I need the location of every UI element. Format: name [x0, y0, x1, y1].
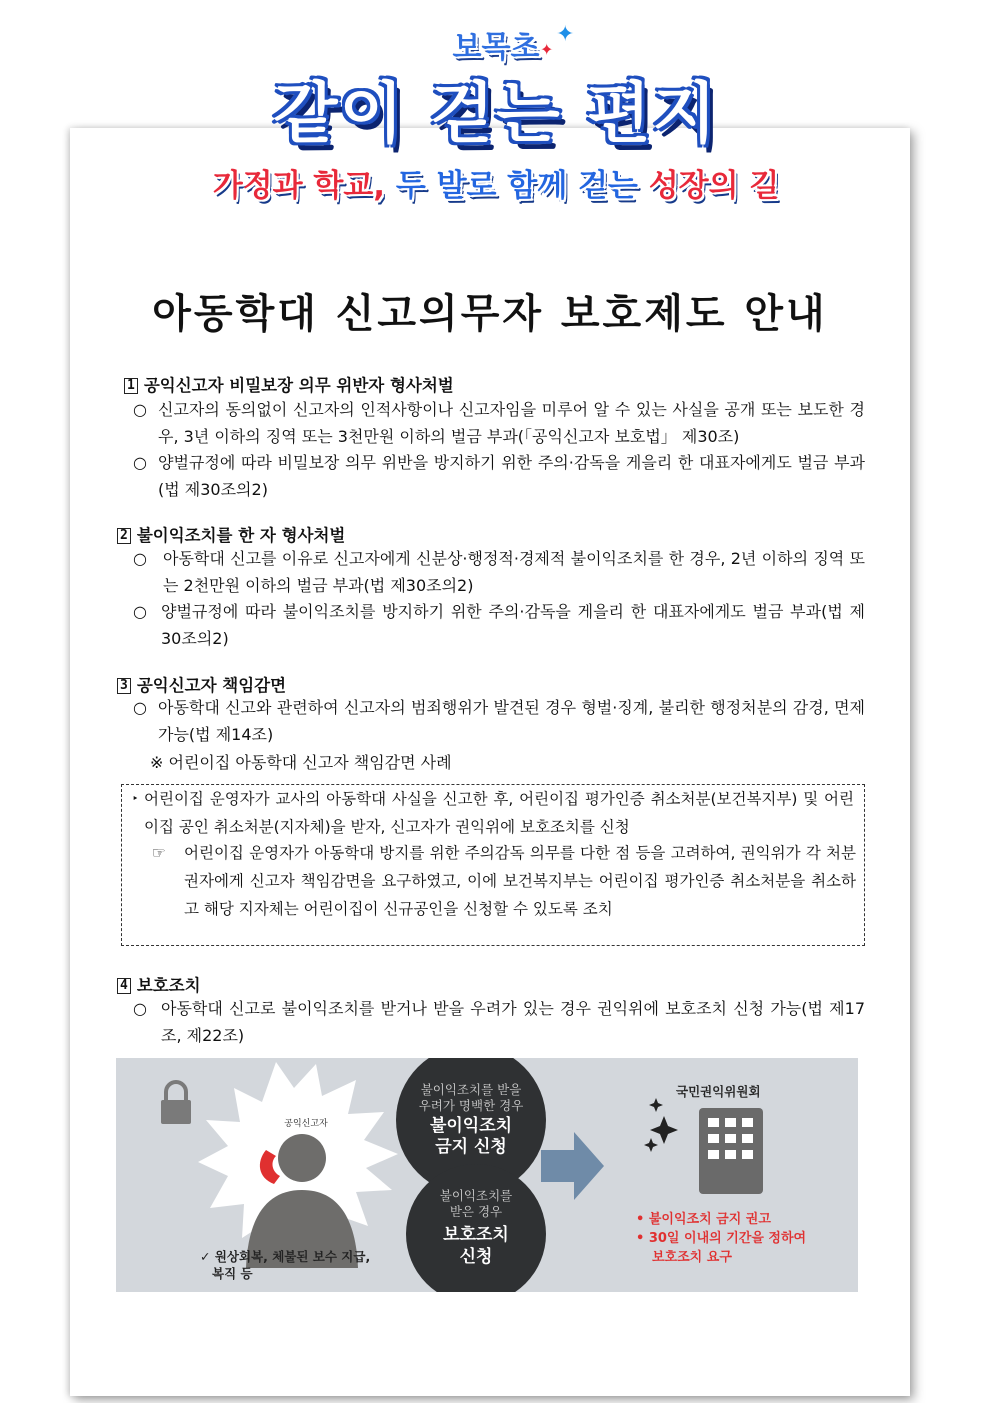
- circle2-action: [401, 1224, 551, 1268]
- list-item-text: 아동학대 신고를 이유로 신고자에게 신분상·행정적·경제적 불이익조치를 한 경우, 2년 이하의 징역 또는 2천만원 이하의 벌금 부과(법 제30조의2): [163, 549, 865, 595]
- circle1-condition-line: 불이익조치를 받을: [420, 1082, 522, 1097]
- subtitle-word: 길: [749, 168, 780, 204]
- circle-bullet-icon: ○: [133, 549, 147, 568]
- subtitle-word: 가정과: [212, 168, 303, 204]
- sparkle-icon: ✦: [556, 22, 575, 47]
- pointing-hand-icon: ☞: [152, 844, 166, 862]
- section-number: 3: [117, 678, 131, 694]
- banner-title: 같이 걷는 편지: [273, 75, 719, 152]
- section-heading: [117, 522, 345, 546]
- subtitle-word: 학교,: [313, 168, 386, 204]
- newsletter-banner: [0, 0, 992, 215]
- circle-bullet-icon: ○: [133, 400, 147, 419]
- circle1-condition: [396, 1082, 546, 1114]
- case-text: 어린이집 운영자가 교사의 아동학대 사실을 신고한 후, 어린이집 평가인증 취소처분(보건복지부) 및 어린이집 공인 취소처분(지자체)을 받자, 신고자가 권익위에 보호조치를 신청: [144, 790, 854, 836]
- subtitle-word: 함께: [507, 168, 568, 204]
- circle2-condition: [401, 1188, 551, 1220]
- case-result-text: 어린이집 운영자가 아동학대 방지를 위한 주의감독 의무를 다한 점 등을 고려하여, 권익위가 각 처분권자에게 신고자 책임감면을 요구하였고, 이에 보건복지부는 어린이집 평가인증 취소처분을 취소하고 해당 지자체는 어린이집이 신규공인을 신청할 수 있도록 조치: [184, 844, 856, 918]
- circle1-action: [396, 1116, 546, 1158]
- section-heading: [124, 372, 454, 396]
- school-name: 보목초: [452, 30, 540, 65]
- list-item: [133, 598, 865, 652]
- reporter-remedies-line: ✓ 원상회복, 체불된 보수 지급,: [200, 1249, 371, 1264]
- reporter-label: 공익신고자: [284, 1119, 328, 1129]
- list-item: [133, 694, 865, 748]
- section-heading: [117, 972, 201, 996]
- list-item: [133, 449, 865, 503]
- circle2-action-line: 보호조치: [443, 1225, 509, 1245]
- sparkle-icon: ✦: [540, 40, 554, 59]
- section-heading-text: 불이익조치를 한 자 형사처벌: [136, 526, 346, 545]
- circle2-condition-line: 불이익조치를: [439, 1188, 513, 1203]
- lock-icon: [161, 1082, 191, 1124]
- subtitle-word: 걷는: [577, 168, 638, 204]
- circle-bullet-icon: ○: [133, 698, 147, 717]
- section-number: 1: [124, 378, 138, 394]
- list-item: [133, 995, 865, 1049]
- agency-actions: [636, 1210, 856, 1267]
- section-heading-text: 보호조치: [136, 976, 201, 995]
- list-item-text: 아동학대 신고와 관련하여 신고자의 범죄행위가 발견된 경우 형벌·징계, 불리한 행정처분의 감경, 면제 가능(법 제14조): [158, 698, 865, 744]
- list-item-text: 양벌규정에 따라 불이익조치를 방지하기 위한 주의·감독을 게을리 한 대표자에게도 벌금 부과(법 제30조의2): [161, 602, 865, 648]
- subtitle-word: 두: [395, 168, 426, 204]
- banner-subtitle: [0, 160, 992, 205]
- subtitle-word: 성장의: [648, 168, 739, 204]
- section-number: 4: [117, 978, 131, 994]
- list-item-text: 신고자의 동의없이 신고자의 인적사항이나 신고자임을 미루어 알 수 있는 사실을 공개 또는 보도한 경우, 3년 이하의 징역 또는 3천만원 이하의 벌금 부과(「공익신고자 보호법」 제30조): [158, 400, 865, 446]
- list-item: [133, 396, 865, 450]
- agency-action-line: 보호조치 요구: [652, 1250, 732, 1265]
- sparkle-icon: [644, 1098, 678, 1152]
- circle-bullet-icon: ○: [133, 453, 147, 472]
- circle2-action-line: 신청: [459, 1247, 493, 1267]
- agency-action-line: • 불이익조치 금지 권고: [636, 1212, 771, 1227]
- case-result-block: [152, 839, 856, 923]
- agency-action-line: • 30일 이내의 기간을 정하여: [636, 1231, 807, 1246]
- circle1-action-line: 금지 신청: [435, 1137, 507, 1157]
- subtitle-word: 발로: [436, 168, 497, 204]
- circle1-action-line: 불이익조치: [429, 1116, 513, 1136]
- protection-process-diagram: [116, 1058, 858, 1292]
- circle2-condition-line: 받은 경우: [449, 1204, 503, 1219]
- circle1-condition-line: 우려가 명백한 경우: [418, 1098, 524, 1113]
- case-example-box: [121, 784, 865, 946]
- circle-bullet-icon: ○: [133, 602, 147, 621]
- list-item-text: 아동학대 신고로 불이익조치를 받거나 받을 우려가 있는 경우 권익위에 보호조치 신청 가능(법 제17조, 제22조): [161, 999, 865, 1045]
- agency-name: 국민권익위원회: [676, 1084, 761, 1099]
- building-icon: [699, 1108, 763, 1194]
- list-item-text: 양벌규정에 따라 비밀보장 의무 위반을 방지하기 위한 주의·감독을 게을리 한 대표자에게도 벌금 부과(법 제30조의2): [158, 453, 865, 499]
- document-title: 아동학대 신고의무자 보호제도 안내: [152, 291, 828, 337]
- triangle-bullet-icon: ‣: [132, 792, 139, 805]
- section-heading: [117, 672, 286, 696]
- case-note: ※ 어린이집 아동학대 신고자 책임감면 사례: [150, 753, 452, 772]
- reporter-remedies: [200, 1248, 400, 1282]
- circle-bullet-icon: ○: [133, 999, 147, 1018]
- section-number: 2: [117, 528, 131, 544]
- section-heading-text: 공익신고자 책임감면: [136, 676, 287, 695]
- list-item: [133, 545, 865, 599]
- case-text-block: [132, 785, 854, 841]
- section-heading-text: 공익신고자 비밀보장 의무 위반자 형사처벌: [143, 376, 454, 395]
- reporter-remedies-line: 복직 등: [212, 1266, 253, 1281]
